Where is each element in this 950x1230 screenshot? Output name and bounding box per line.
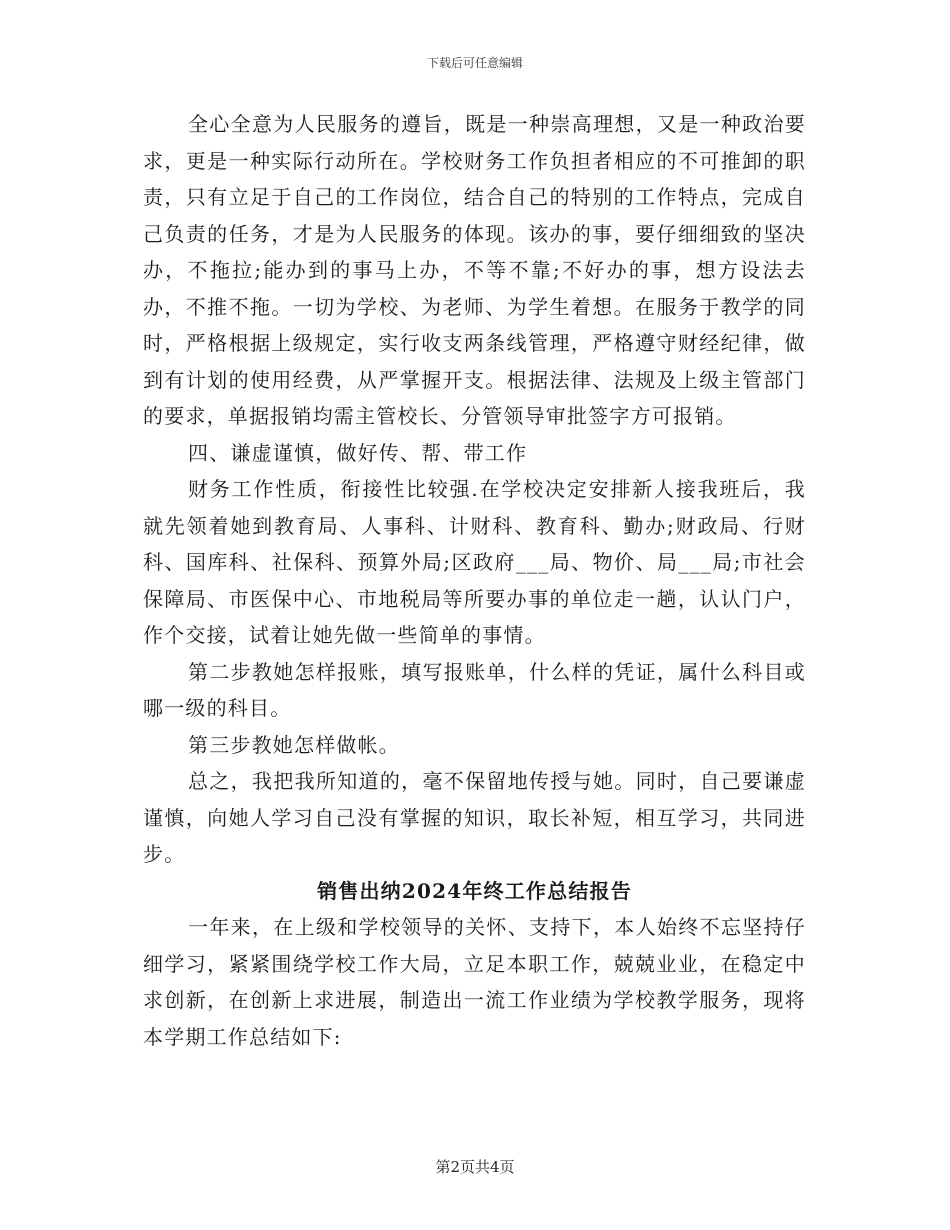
- page-header: 下载后可任意编辑: [426, 56, 523, 70]
- paragraph-heading: 四、谦虚谨慎，做好传、帮、带工作: [188, 440, 528, 465]
- paragraph: 全心全意为人民服务的遵旨，既是一种崇高理想，又是一种政治要求，更是一种实际行动所在。学校财务工作负担者相应的不可推卸的职责，只有立足于自己的工作岗位，结合自己的特别的工作特点，完成自己负责的任务，才是为人民服务的体现。该办的事，要仔细细致的坚决办，不拖拉;能办到的事马上办，不等不靠;不好办的事，想方设法去办，不推不拖。一切为学校、为老师、为学生着想。在服务于教学的同时，严格根据上级规定，实行收支两条线管理，严格遵守财经纪律，做到有计划的使用经费，从严掌握开支。根据法律、法规及上级主管部门的要求，单据报销均需主管校长、分管领导审批签字方可报销。: [143, 112, 806, 428]
- document-body: [143, 106, 806, 1055]
- paragraph: 财务工作性质，衔接性比较强.在学校决定安排新人接我班后，我就先领着她到教育局、人事科、计财科、教育科、勤办;财政局、行财科、国库科、社保科、预算外局;区政府___局、物价、局___局;市社会保障局、市医保中心、市地税局等所要办事的单位走一趟，认认门户，作个交接，试着让她先做一些简单的事情。: [143, 477, 806, 647]
- paragraph: 第三步教她怎样做帐。: [188, 732, 400, 757]
- paragraph: 一年来，在上级和学校领导的关怀、支持下，本人始终不忘坚持仔细学习，紧紧围绕学校工作大局，立足本职工作，兢兢业业，在稳定中求创新，在创新上求进展，制造出一流工作业绩为学校教学服务，现将本学期工作总结如下:: [143, 915, 806, 1049]
- paragraph: 总之，我把我所知道的，毫不保留地传授与她。同时，自己要谦虚谨慎，向她人学习自己没有掌握的知识，取长补短，相互学习，共同进步。: [143, 769, 806, 866]
- page-number: 第2页共4页: [435, 1158, 515, 1176]
- section-title: 销售出纳2024年终工作总结报告: [317, 878, 632, 903]
- paragraph: 第二步教她怎样报账，填写报账单，什么样的凭证，属什么科目或哪一级的科目。: [143, 659, 806, 720]
